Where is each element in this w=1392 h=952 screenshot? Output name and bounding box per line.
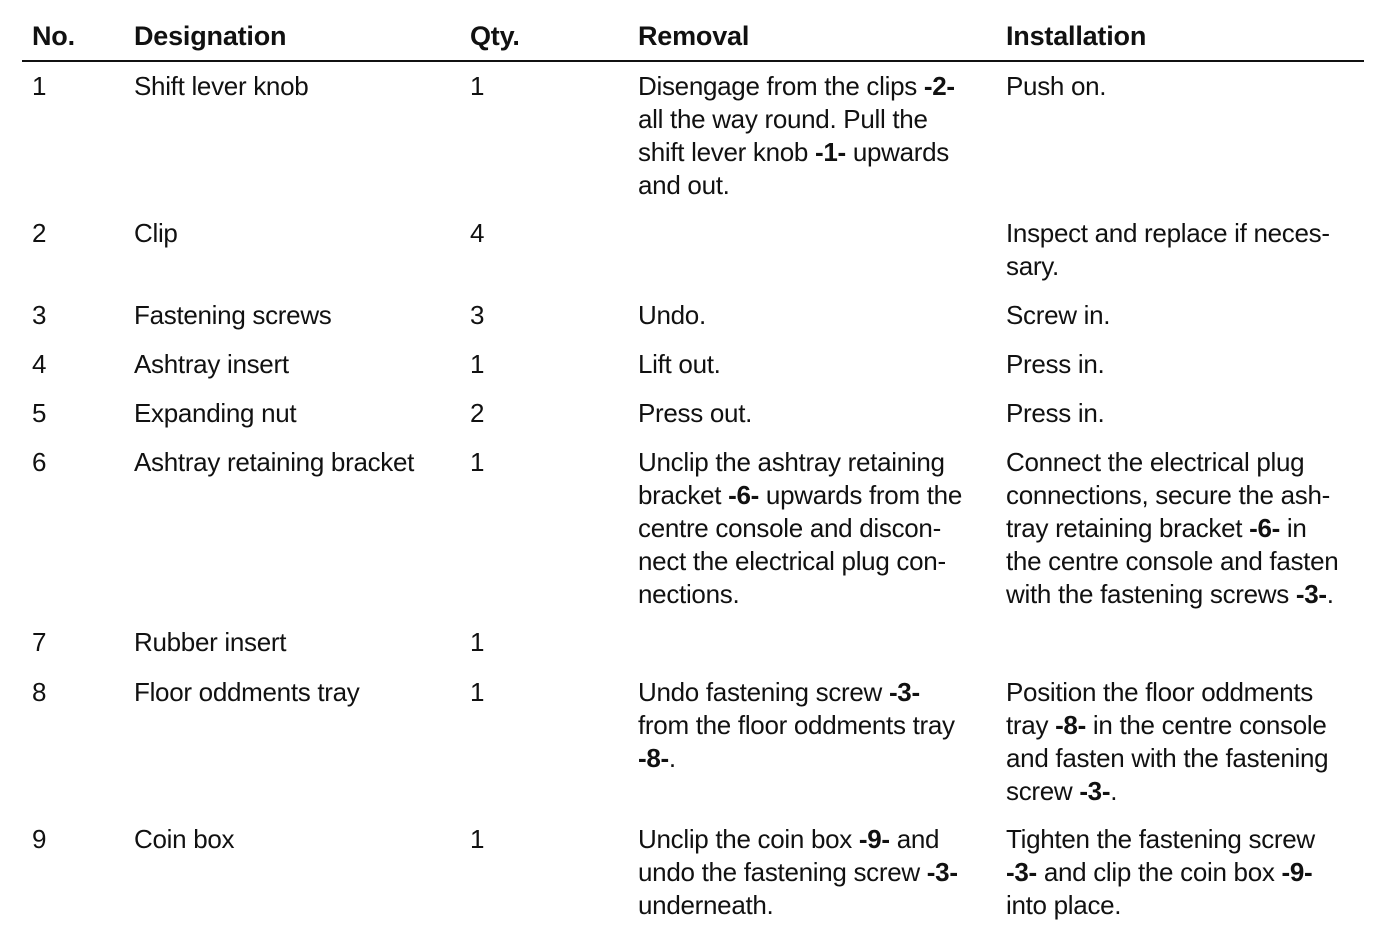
cell-designation: Expanding nut <box>134 398 297 428</box>
cell-removal-line: Undo. <box>638 300 706 330</box>
cell-installation <box>1006 299 1378 332</box>
cell-removal-line: underneath. <box>638 890 774 920</box>
cell-installation <box>1006 217 1378 283</box>
cell-removal-line: all the way round. Pull the <box>638 104 928 134</box>
cell-installation-line: screw -3-. <box>1006 776 1118 806</box>
cell-qty: 1 <box>470 349 485 379</box>
cell-qty: 1 <box>470 71 485 101</box>
cell-installation <box>1006 70 1378 103</box>
cell-installation-line: tray -8- in the centre console <box>1006 710 1327 740</box>
header-removal: Removal <box>638 21 750 51</box>
cell-installation-line: Connect the electrical plug <box>1006 447 1305 477</box>
cell-removal-line: Lift out. <box>638 349 721 379</box>
cell-installation-line: Press in. <box>1006 398 1105 428</box>
cell-installation-line: Tighten the fastening screw <box>1006 824 1315 854</box>
cell-installation-line: tray retaining bracket -6- in <box>1006 513 1307 543</box>
cell-removal <box>638 446 990 611</box>
cell-designation: Fastening screws <box>134 300 332 330</box>
cell-no: 5 <box>32 398 47 428</box>
cell-qty: 3 <box>470 300 485 330</box>
cell-removal <box>638 397 990 430</box>
cell-installation <box>1006 397 1378 430</box>
cell-installation <box>1006 823 1378 922</box>
header-divider <box>22 60 1364 62</box>
cell-installation-line: -3- and clip the coin box -9- <box>1006 857 1313 887</box>
cell-removal-line: shift lever knob -1- upwards <box>638 137 949 167</box>
cell-removal <box>638 823 990 922</box>
cell-no: 2 <box>32 218 47 248</box>
header-installation: Installation <box>1006 21 1147 51</box>
cell-designation: Ashtray retaining bracket <box>134 447 415 477</box>
cell-installation-line: sary. <box>1006 251 1059 281</box>
cell-removal-line: -8-. <box>638 743 676 773</box>
cell-installation <box>1006 446 1378 611</box>
cell-removal-line: and out. <box>638 170 730 200</box>
header-no: No. <box>32 21 75 51</box>
cell-installation-line: Press in. <box>1006 349 1105 379</box>
cell-qty: 1 <box>470 677 485 707</box>
cell-no: 3 <box>32 300 47 330</box>
header-designation: Designation <box>134 21 287 51</box>
cell-removal <box>638 70 990 202</box>
cell-removal-line: Unclip the ashtray retaining <box>638 447 945 477</box>
cell-designation: Coin box <box>134 824 235 854</box>
cell-removal-line: nections. <box>638 579 740 609</box>
cell-no: 4 <box>32 349 47 379</box>
cell-installation-line: the centre console and fasten <box>1006 546 1339 576</box>
cell-removal-line: undo the fastening screw -3- <box>638 857 958 887</box>
cell-installation-line: Screw in. <box>1006 300 1111 330</box>
cell-designation: Floor oddments tray <box>134 677 360 707</box>
cell-installation-line: with the fastening screws -3-. <box>1006 579 1334 609</box>
cell-removal-line: from the floor oddments tray <box>638 710 955 740</box>
cell-installation-line: connections, secure the ash- <box>1006 480 1331 510</box>
cell-no: 8 <box>32 677 47 707</box>
cell-removal-line: Undo fastening screw -3- <box>638 677 920 707</box>
cell-installation-line: into place. <box>1006 890 1122 920</box>
cell-removal-line: Disengage from the clips -2- <box>638 71 955 101</box>
cell-removal-line: nect the electrical plug con- <box>638 546 946 576</box>
cell-installation-line: Push on. <box>1006 71 1107 101</box>
cell-removal-line: centre console and discon- <box>638 513 941 543</box>
cell-installation <box>1006 676 1378 808</box>
cell-removal-line: Unclip the coin box -9- and <box>638 824 940 854</box>
cell-installation-line: Inspect and replace if neces- <box>1006 218 1330 248</box>
cell-removal-line: bracket -6- upwards from the <box>638 480 962 510</box>
cell-installation-line: and fasten with the fastening <box>1006 743 1329 773</box>
cell-qty: 2 <box>470 398 485 428</box>
cell-removal <box>638 299 990 332</box>
cell-no: 1 <box>32 71 47 101</box>
cell-installation <box>1006 348 1378 381</box>
cell-designation: Rubber insert <box>134 627 287 657</box>
cell-qty: 1 <box>470 627 485 657</box>
cell-designation: Shift lever knob <box>134 71 309 101</box>
cell-no: 6 <box>32 447 47 477</box>
cell-qty: 1 <box>470 824 485 854</box>
cell-no: 9 <box>32 824 47 854</box>
cell-qty: 1 <box>470 447 485 477</box>
cell-removal <box>638 676 990 775</box>
cell-removal-line: Press out. <box>638 398 753 428</box>
cell-removal <box>638 348 990 381</box>
cell-qty: 4 <box>470 218 485 248</box>
header-qty: Qty. <box>470 21 520 51</box>
cell-no: 7 <box>32 627 47 657</box>
cell-designation: Clip <box>134 218 178 248</box>
cell-installation-line: Position the floor oddments <box>1006 677 1313 707</box>
cell-designation: Ashtray insert <box>134 349 289 379</box>
